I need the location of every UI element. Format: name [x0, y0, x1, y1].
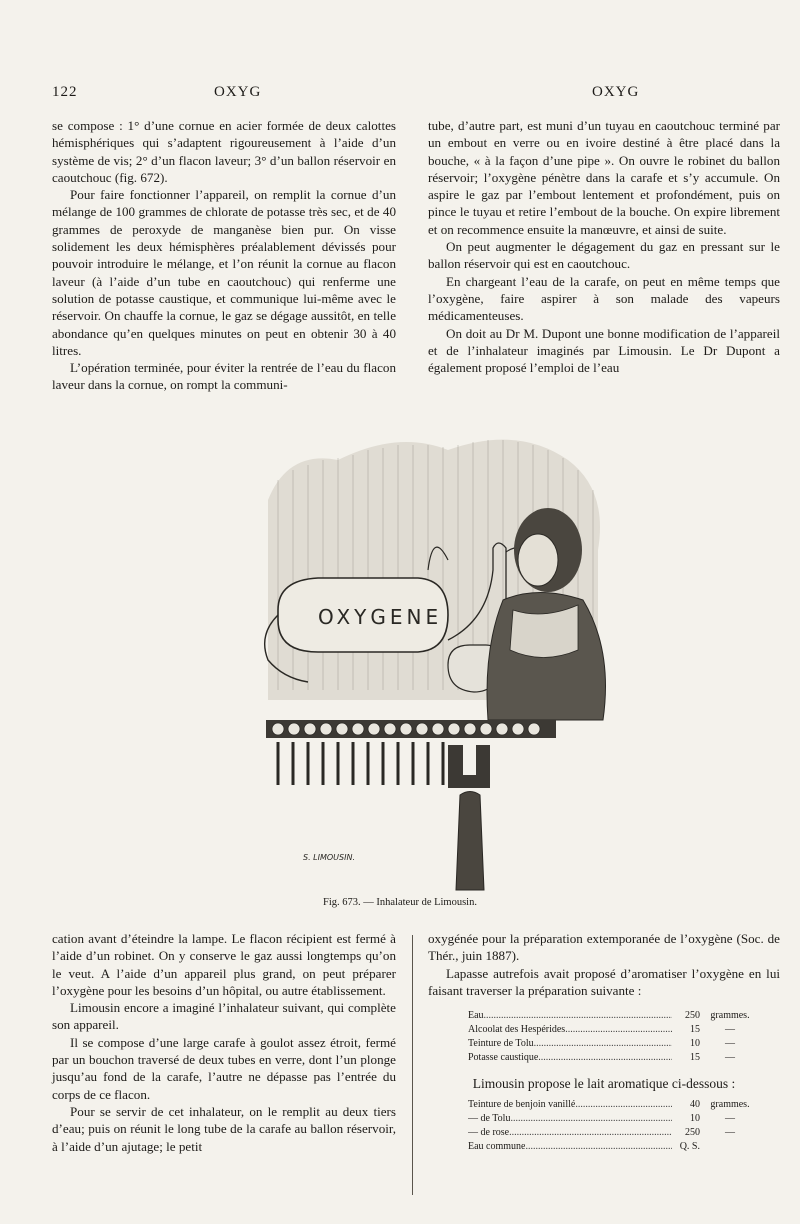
- recipe-row: [468, 1140, 760, 1154]
- paragraph: oxygénée pour la préparation extemporanée de l’oxygène (Soc. de Thér., juin 1887).: [428, 931, 780, 964]
- engraving-inhaler: [248, 420, 620, 895]
- recipe-unit: [700, 1140, 760, 1154]
- paragraph: En chargeant l’eau de la carafe, on peut en même temps que l’oxygène, faire aspirer à son malade des vapeurs médicamenteuses.: [428, 273, 780, 324]
- recipe-unit: —: [725, 1052, 735, 1064]
- recipe-unit: —: [725, 1113, 735, 1125]
- paragraph: Pour se servir de cet inhalateur, on le remplit au deux tiers d’eau; puis on réunit le long tube de la carafe au ballon réservoir, à l’aide d’un ajutage; le petit: [52, 1103, 396, 1154]
- recipe-unit: grammes.: [710, 1010, 750, 1022]
- recipe-qty: 10: [690, 1038, 700, 1050]
- recipe-limousin: [468, 1098, 760, 1154]
- page-number: 122: [52, 84, 78, 100]
- paragraph: tube, d’autre part, est muni d’un tuyau en caoutchouc terminé par un embout en verre ou en ivoire destiné à être placé dans la bouche, « à la façon d’une pipe ». On ouvre le robinet du ballon réservoir; l’oxygène pénètre dans la carafe et s’y accumule. On aspire le gaz par l’embout lentement et profondément, puis on pince le tuyau et retire l’embout de la bouche. On expire librement et on recommence ensuite la manœuvre, et ainsi de suite.: [428, 118, 780, 237]
- recipe-unit: —: [725, 1038, 735, 1050]
- header-right-title: OXYG: [592, 84, 640, 100]
- paragraph: Il se compose d’une large carafe à goulot assez étroit, fermé par un bouchon traversé de deux tubes en verre, dont l’un plonge jusqu’au fond de la carafe, l’autre ne dépasse pas l’entrée du corps de ce flacon.: [52, 1034, 396, 1102]
- recipe-row: [468, 1112, 760, 1126]
- recipe-item: Alcoolat des Hespérides: [468, 1024, 566, 1036]
- recipe-row: [468, 1051, 760, 1065]
- figure-caption: Fig. 673. — Inhalateur de Limousin.: [323, 897, 477, 908]
- column-divider: [412, 935, 413, 1195]
- paragraph: On doit au Dr M. Dupont une bonne modification de l’appareil et de l’inhalateur imaginés par Limousin. Le Dr Dupont a également proposé l’emploi de l’eau: [428, 325, 780, 376]
- recipe-subheading: Limousin propose le lait aromatique ci-dessous :: [472, 1076, 736, 1092]
- recipe-unit: —: [725, 1024, 735, 1036]
- recipe-qty: 15: [690, 1052, 700, 1064]
- recipe-item: Eau: [468, 1010, 484, 1022]
- recipe-lapasse: [468, 1009, 760, 1065]
- recipe-qty: 250: [685, 1010, 700, 1022]
- recipe-qty: 40: [690, 1099, 700, 1111]
- paragraph: cation avant d’éteindre la lampe. Le flacon récipient est fermé à l’aide d’un robinet. On y conserve le gaz aussi longtemps qu’on le veut. A l’aide d’un appareil plus grand, on peut préparer l’oxygène pour les besoins d’un hôpital, ou autre établissement.: [52, 931, 396, 998]
- recipe-row: [468, 1023, 760, 1037]
- recipe-item: Teinture de Tolu: [468, 1038, 534, 1050]
- recipe-qty: Q. S.: [679, 1141, 700, 1153]
- paragraph: Limousin encore a imaginé l’inhalateur suivant, qui complète son appareil.: [52, 1000, 396, 1033]
- recipe-item: Teinture de benjoin vanillé: [468, 1099, 576, 1111]
- running-header: [52, 84, 770, 106]
- paragraph: se compose : 1° d’une cornue en acier formée de deux calottes hémisphériques qui s’adaptent rigoureusement à l’aide d’un système de vis; 2° d’un flacon laveur; 3° d’un ballon réservoir en caoutchouc (fig. 672).: [52, 118, 396, 185]
- column-bottom-right: [428, 930, 780, 1154]
- recipe-row: [468, 1126, 760, 1140]
- engraver-signature: S. LIMOUSIN.: [303, 853, 355, 862]
- paragraph: Pour faire fonctionner l’appareil, on remplit la cornue d’un mélange de 100 grammes de chlorate de potasse très sec, et de 40 grammes de peroxyde de manganèse bien pur. On visse solidement les deux hémisphères préalablement dévissés pour pouvoir introduire le mélange, et l’on réunit la cornue au flacon laveur (à l’aide d’un tube en caoutchouc) qui renferme une solution de potasse caustique, et communique lui-même avec le réservoir. On chauffe la cornue, le gaz se dégage aussitôt, en telle abondance qu’en quelques minutes on peut en obtenir 30 à 40 litres.: [52, 187, 396, 358]
- column-top-left: [52, 117, 396, 394]
- column-top-right: [428, 117, 780, 376]
- paragraph: L’opération terminée, pour éviter la rentrée de l’eau du flacon laveur dans la cornue, on rompt la communi-: [52, 360, 396, 393]
- recipe-qty: 10: [690, 1113, 700, 1125]
- paragraph: Lapasse autrefois avait proposé d’aromatiser l’oxygène en lui faisant traverser la préparation suivante :: [428, 965, 780, 998]
- recipe-item: — de Tolu: [468, 1113, 511, 1125]
- recipe-unit: —: [725, 1127, 735, 1139]
- recipe-unit: grammes.: [710, 1099, 750, 1111]
- recipe-qty: 15: [690, 1024, 700, 1036]
- balloon-label: OXYGENE: [318, 605, 443, 629]
- recipe-row: [468, 1009, 760, 1023]
- column-bottom-left: [52, 930, 396, 1155]
- engraving-illustration: [248, 420, 620, 895]
- header-left-title: OXYG: [214, 84, 262, 100]
- recipe-item: Eau commune: [468, 1141, 526, 1153]
- recipe-item: Potasse caustique: [468, 1052, 539, 1064]
- recipe-row: [468, 1037, 760, 1051]
- recipe-qty: 250: [685, 1127, 700, 1139]
- recipe-item: — de rose: [468, 1127, 510, 1139]
- recipe-row: [468, 1098, 760, 1112]
- paragraph: On peut augmenter le dégagement du gaz en pressant sur le ballon réservoir qui est en caoutchouc.: [428, 239, 780, 272]
